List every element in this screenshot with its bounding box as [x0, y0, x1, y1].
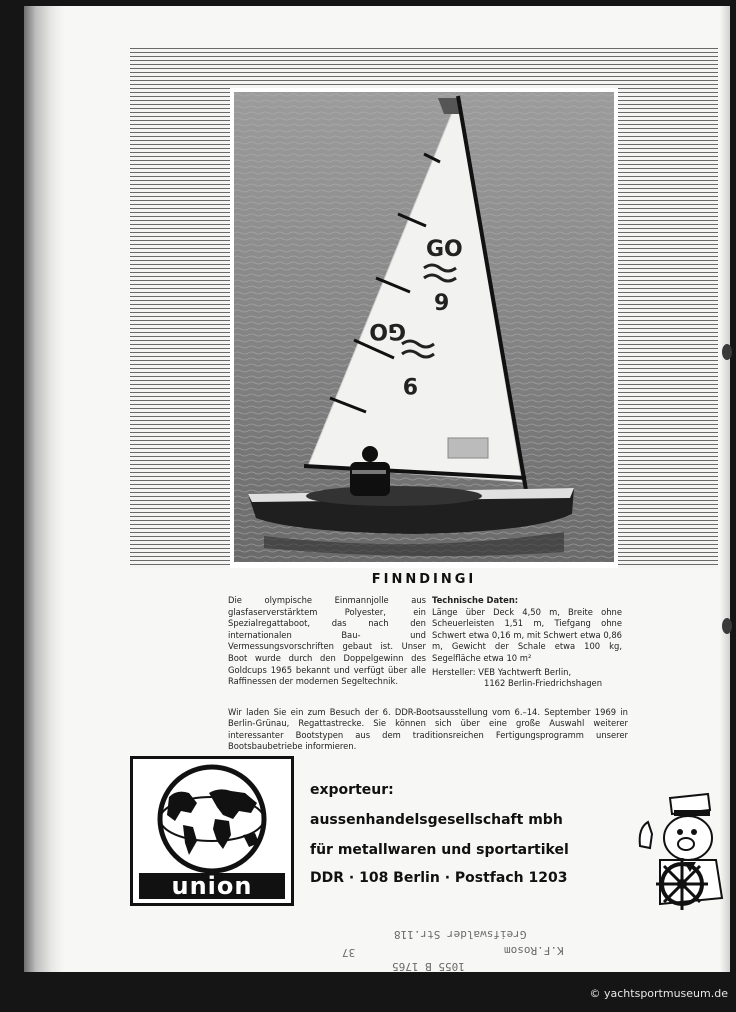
sail-digit-top: 9 — [434, 291, 450, 316]
technical-data-body: Länge über Deck 4,50 m, Breite ohne Scheuerleisten 1,51 m, Tiefgang ohne Schwert etwa 0,16 m, mit Schwert etwa 0,86 m, Gewicht der Schale etwa 100 kg, Segelfläche etwa 10 m² — [432, 606, 622, 663]
boat-title: FINNDINGI — [371, 572, 477, 587]
sail-digit-bottom: 9 — [402, 372, 418, 397]
library-stamp-number: 37 — [342, 946, 356, 959]
exhibition-invitation: Wir laden Sie ein zum Besuch der 6. DDR-Bootsausstellung vom 6.–14. September 1969 in Berlin-Grünau, Regattastrecke. Sie können sich über eine große Auswahl weiterer interessanter Bootstypen aus dem traditionsreichen Fertigungsprogramm unserer Bootsbaubetriebe informieren. — [228, 707, 628, 752]
exporter-label: exporteur: — [310, 782, 394, 798]
sail-number-bottom: GO — [369, 318, 406, 343]
library-stamp-name: K.F.Rosom — [504, 944, 564, 957]
library-stamp-code: 1055 B 1765 — [392, 960, 465, 973]
sailor-mascot-icon — [630, 788, 726, 910]
technical-data — [432, 595, 622, 690]
manufacturer-address: 1162 Berlin-Friedrichshagen — [484, 678, 603, 689]
globe-icon — [139, 763, 285, 875]
copyright-watermark: © yachtsportmuseum.de — [589, 987, 728, 1000]
sailboat-photo — [230, 88, 618, 568]
union-wordmark: union — [139, 873, 285, 899]
manufacturer-line: Hersteller: VEB Yachtwerft Berlin, — [432, 666, 572, 677]
union-logo — [130, 756, 294, 906]
punch-hole — [722, 618, 732, 634]
sail-number-top: GO — [426, 237, 463, 262]
catalog-page — [24, 6, 730, 972]
company-field: für metallwaren und sportartikel — [310, 842, 569, 858]
technical-data-title: Technische Daten: — [432, 595, 519, 605]
company-name: aussenhandelsgesellschaft mbh — [310, 812, 563, 828]
punch-hole — [722, 344, 732, 360]
library-stamp-street: Greifswalder Str.118 — [394, 928, 527, 941]
company-address: DDR · 108 Berlin · Postfach 1203 — [310, 870, 568, 886]
boat-description: Die olympische Einmannjolle aus glasfaserverstärktem Polyester, ein Spezialregattaboot, das nach den internationalen Bau- und Vermessungsvorschriften gebaut ist. Unser Boot wurde durch den Doppelgewinn des Goldcups 1965 bekannt und verfügt über alle Raffinessen der modernen Segeltechnik. — [228, 595, 426, 687]
